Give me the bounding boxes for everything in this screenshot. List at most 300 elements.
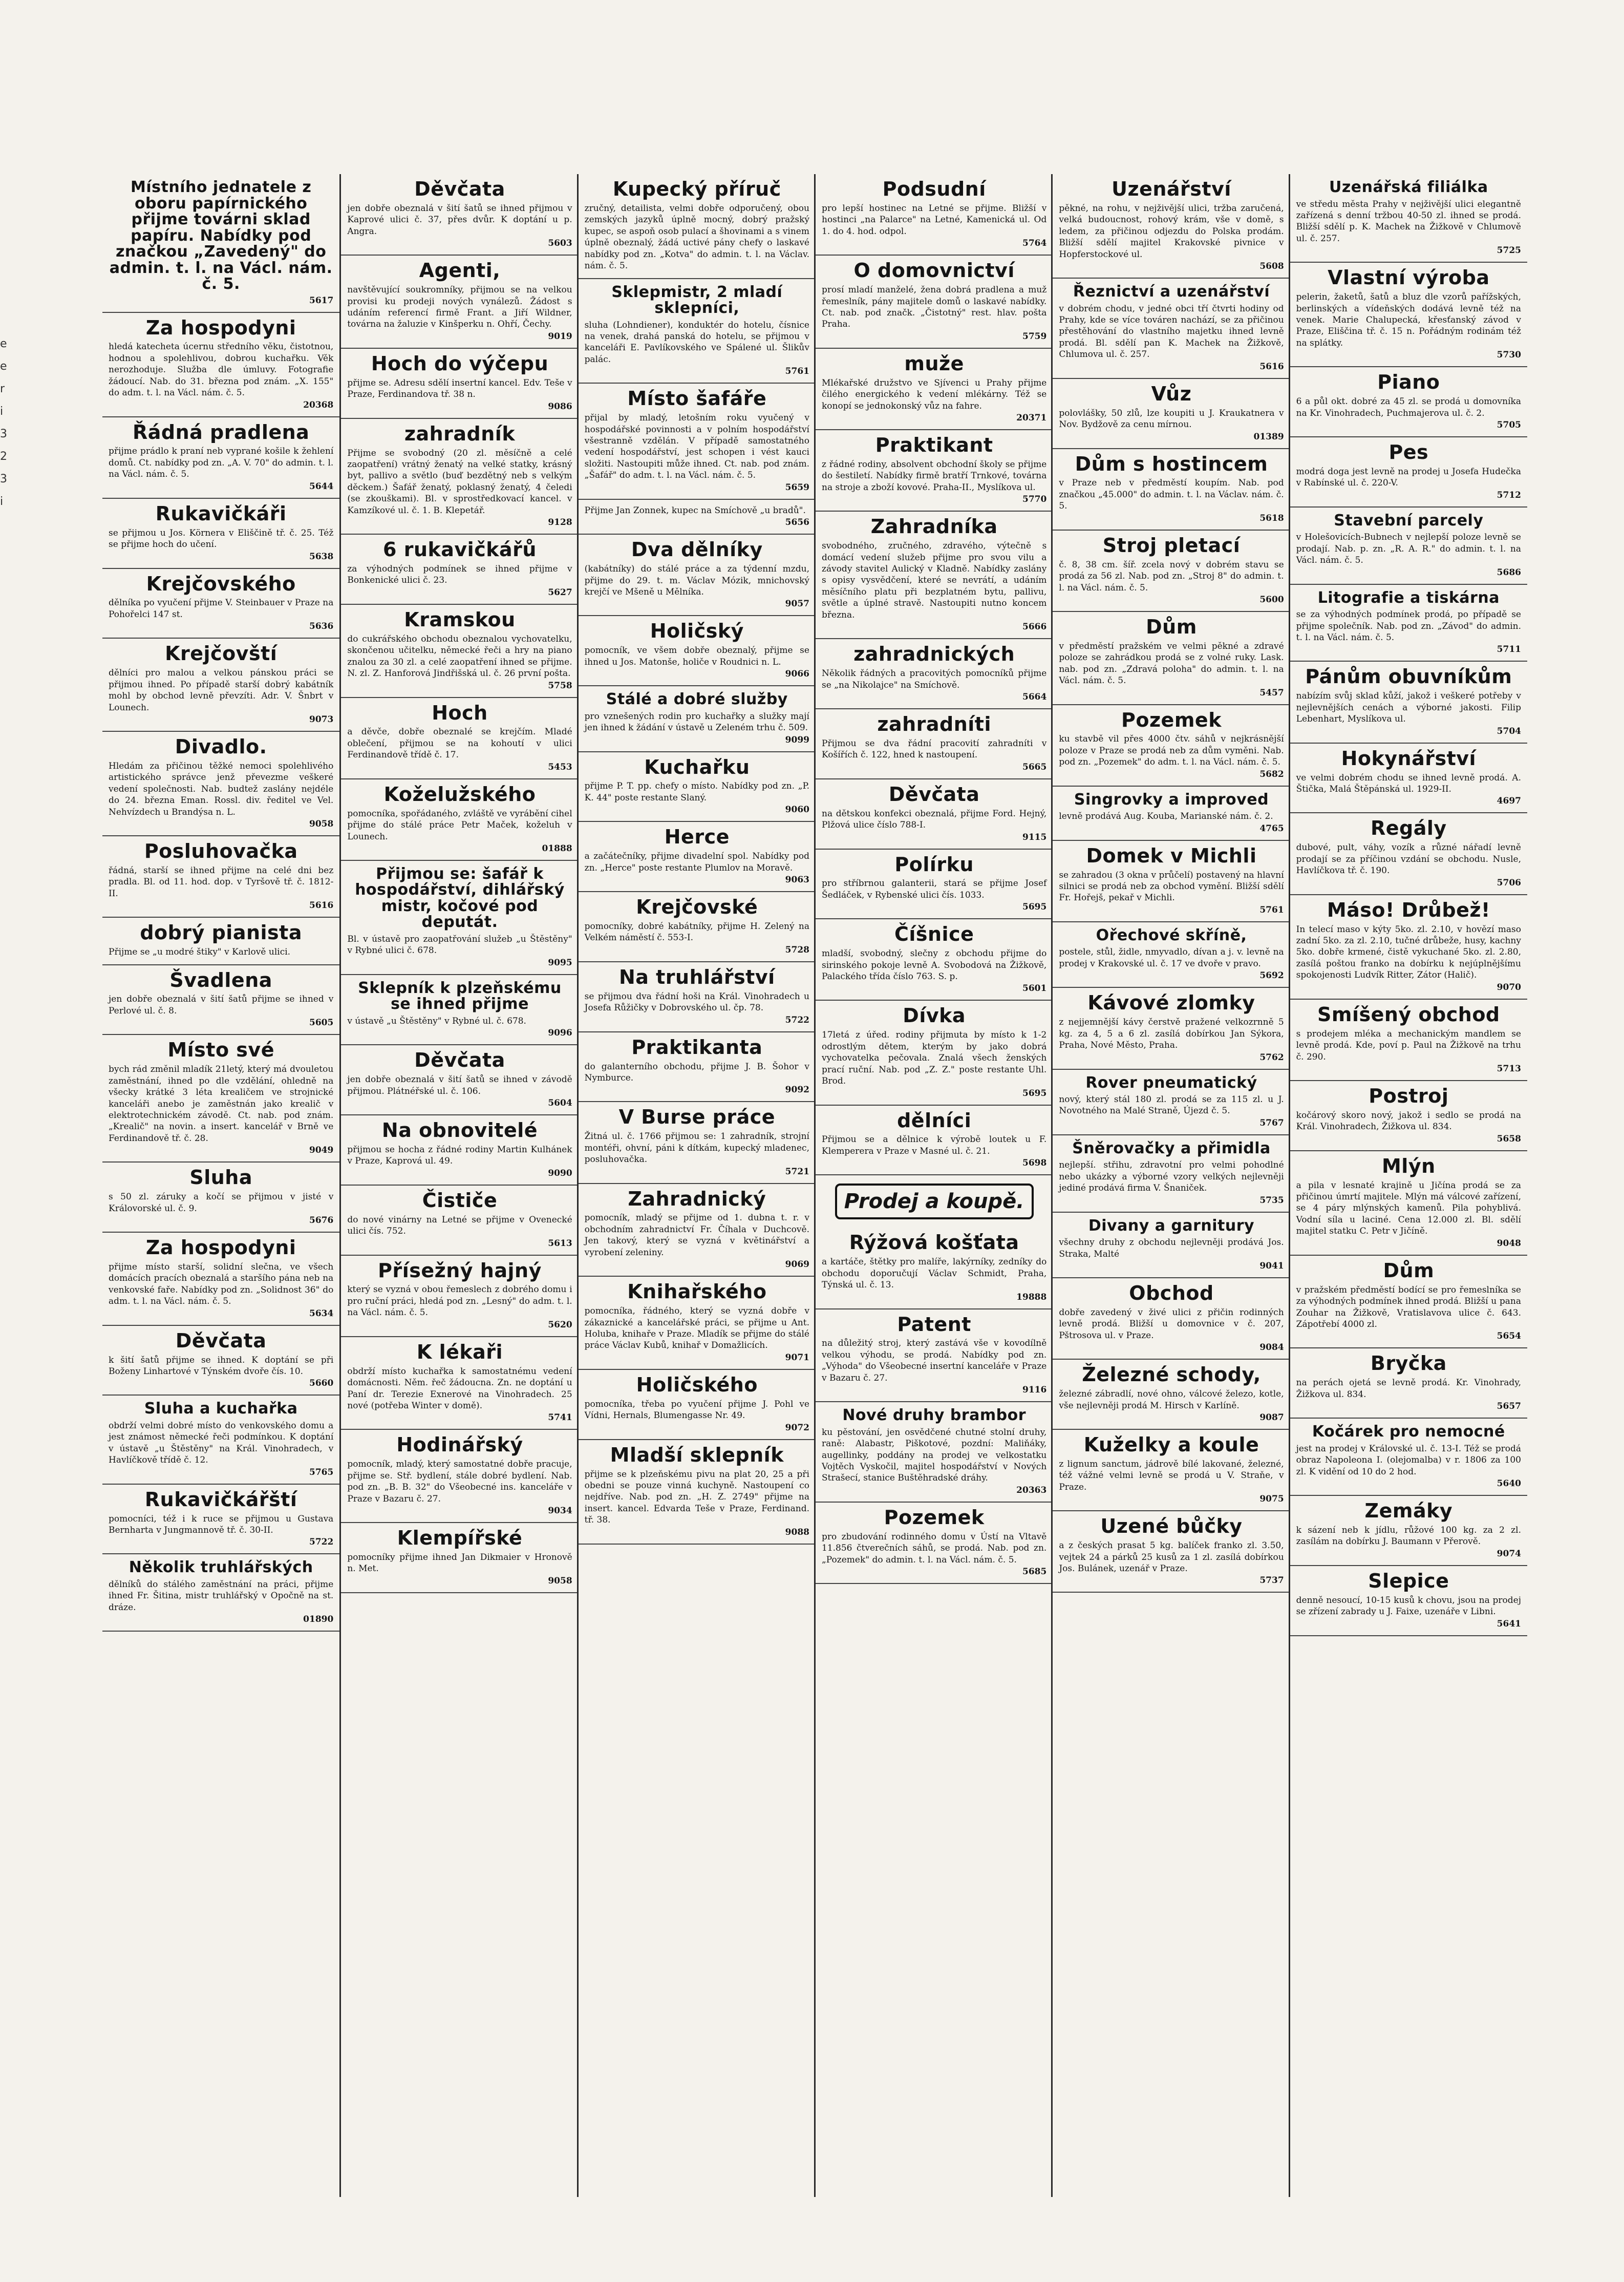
ad-heading: Agenti, bbox=[419, 259, 501, 282]
ad-heading: Dům bbox=[1383, 1259, 1435, 1282]
ad-text: dubové, pult, váhy, vozík a různé nářadí levně prodají se za příčinou vzdání se obchodu. Nusle, Havlíčkova tř. č. 190. bbox=[1296, 842, 1521, 876]
ad-heading: Rover pneumatický bbox=[1085, 1073, 1257, 1092]
classified-ad bbox=[579, 616, 816, 686]
classified-ad bbox=[816, 639, 1053, 709]
ad-number: 5735 bbox=[1259, 1195, 1284, 1206]
ad-number: 5657 bbox=[1497, 1401, 1521, 1412]
classified-column bbox=[102, 174, 339, 2197]
classified-ad bbox=[816, 256, 1053, 349]
ad-number: 01888 bbox=[542, 843, 572, 854]
ad-heading: Rýžová košťata bbox=[849, 1231, 1019, 1254]
classified-ad bbox=[102, 732, 339, 836]
classified-ad bbox=[1290, 263, 1527, 367]
ad-number: 5640 bbox=[1497, 1478, 1521, 1489]
ad-text: řádná, starší se ihned přijme na celé dni bez pradla. Bl. od 11. hod. dop. v Tyršově tř. č. 1812-II. bbox=[109, 865, 334, 899]
classified-ad bbox=[816, 1503, 1053, 1584]
classified-ad bbox=[579, 279, 816, 384]
classified-column bbox=[814, 174, 1053, 2197]
newspaper-page bbox=[102, 174, 1526, 2197]
ad-number: 5641 bbox=[1497, 1618, 1521, 1629]
classified-ad bbox=[341, 1115, 578, 1186]
classified-ad bbox=[341, 1256, 578, 1337]
ad-number: 5638 bbox=[309, 551, 334, 562]
ad-text: z řádné rodiny, absolvent obchodní školy se přijme do šestiletí. Nabídky firmě bratří Trnkové, továrna na stroje a zboží kovové. Praha-II., Myslíkova ul. bbox=[822, 459, 1047, 493]
ad-text: Několik řádných a pracovitých pomocníků přijme se „na Nikolajce" na Smíchově. bbox=[822, 668, 1047, 690]
ad-heading: zahradnických bbox=[853, 643, 1015, 666]
ad-heading: Řeznictví a uzenářství bbox=[1073, 283, 1270, 301]
classified-ad bbox=[1053, 379, 1290, 449]
ad-text: jen dobře obeznalá v šití šatů přijme se ihned v Perlové ul. č. 8. bbox=[109, 994, 334, 1016]
ad-text: Mlékařské družstvo ve Sjívenci u Prahy přijme čilého energického k vedení mlékárny. Též se konopí se jednokonský vůz na fahre. bbox=[822, 377, 1047, 411]
ad-number: 9116 bbox=[1022, 1385, 1047, 1396]
ad-heading: Železné schody, bbox=[1082, 1363, 1261, 1386]
ad-heading: Postroj bbox=[1369, 1084, 1449, 1107]
margin-char: i bbox=[0, 495, 4, 508]
ad-text: zručný, detailista, velmi dobře odporučený, obou zemských jazyků úplně mocný, dobrý pražský kupec, se aspoň osob pulací a šhovinami a s vinem úplně obeznalý, žádá uctivé pány chefy o laskavé nabídky pod zn. „Kotva" do admin. t. l. na Václav. nám. č. 5. bbox=[584, 203, 809, 271]
ad-text: na důležitý stroj, který zastává vše v kovodílně velkou výhodu, se prodá. Nabídky pod zn. „Výhoda" do Všeobecné insertní kanceláře v Praze v Bazaru č. 27. bbox=[822, 1338, 1047, 1383]
classified-ad bbox=[816, 919, 1053, 1001]
ad-heading: Kupecký příruč bbox=[612, 178, 781, 200]
ad-heading: Ořechové skříně, bbox=[1096, 926, 1247, 944]
ad-number: 5618 bbox=[1259, 513, 1284, 523]
classified-ad bbox=[1290, 1496, 1527, 1566]
classified-ad bbox=[341, 861, 578, 975]
ad-heading: Holičský bbox=[650, 620, 744, 643]
ad-heading: Obchod bbox=[1129, 1282, 1214, 1305]
ad-heading: zahradník bbox=[404, 422, 516, 445]
ad-heading: Místního jednatele z oboru papírnického přijme továrni sklad papíru. Nabídky pod značkou „Zavedený" do admin. t. l. na Václ. nám. č. 5. bbox=[109, 178, 333, 293]
margin-char: 3 bbox=[0, 473, 7, 485]
ad-number: 9066 bbox=[785, 669, 809, 680]
classified-ad bbox=[1053, 1511, 1290, 1593]
ad-number: 5770 bbox=[1022, 494, 1047, 505]
ad-number: 9115 bbox=[1022, 832, 1047, 842]
classified-ad bbox=[1053, 1360, 1290, 1430]
ad-heading: Hodinářský bbox=[396, 1433, 523, 1456]
margin-char: 3 bbox=[0, 428, 7, 440]
classified-ad bbox=[1053, 174, 1290, 279]
ad-heading: Šněrovačky a přimidla bbox=[1072, 1139, 1271, 1157]
classified-ad bbox=[341, 698, 578, 779]
ad-text: přijmou se hocha z řádné rodiny Martin Kulhánek v Praze, Kaprová ul. 49. bbox=[347, 1144, 572, 1167]
classified-ad bbox=[102, 836, 339, 918]
ad-heading: Kávové zlomky bbox=[1087, 991, 1255, 1015]
ad-text: In telecí maso v kýty 5ko. zl. 2.10, v hovězí maso zadní 5ko. za zl. 2.10, tučné drůbeže, husy, kachny 5ko. dobře krmené, čistě vykuchané 5ko. zl. 2.80, zasílá poštou franko na dobírku k nejúplnějšímu spokojenosti Ludvík Ritter, Zátor (Halič). bbox=[1296, 924, 1521, 981]
ad-text: prosí mladí manželé, žena dobrá pradlena a muž řemeslník, pány majitele domů o laskavé nabídky. Ct. nab. pod značk. „Čistotný" rest. hlav. pošta Praha. bbox=[822, 285, 1047, 330]
ad-number: 5660 bbox=[309, 1378, 334, 1389]
ad-heading: Holičského bbox=[636, 1373, 758, 1396]
ad-heading: Krejčovského bbox=[146, 572, 296, 595]
ad-heading: Divadlo. bbox=[175, 735, 267, 758]
ad-text: obdrží místo kuchařka k samostatnému vedení domácnosti. Něm. řeč žádoucna. Zn. ne doptání u Paní dr. Terezie Exnerové na Vinohradech. 25 nové (potřeba Winter v domě). bbox=[347, 1366, 572, 1411]
classified-ad bbox=[1053, 922, 1290, 988]
ad-text: ve středu města Prahy v nejživější ulici elegantně zařízená s denní tržbou 40-50 zl. ihned se prodá. Bližší sdělí p. K. Machek na Žižkově v Chlumově ul. č. 257. bbox=[1296, 199, 1521, 244]
ad-number: 9086 bbox=[548, 401, 572, 412]
ad-number: 9071 bbox=[785, 1352, 809, 1363]
margin-char: i bbox=[0, 405, 4, 418]
classified-ad bbox=[341, 605, 578, 698]
ad-heading: Na obnovitelé bbox=[381, 1119, 538, 1142]
ad-text: dělníků do stálého zaměstnání na práci, přijme ihned Fr. Šitina, mistr truhlářský v Opočně na st. dráze. bbox=[109, 1579, 334, 1613]
classified-ad bbox=[579, 384, 816, 500]
ad-heading: Pes bbox=[1388, 441, 1429, 464]
ad-number: 5686 bbox=[1497, 567, 1521, 578]
classified-ad bbox=[341, 1186, 578, 1256]
classified-ad bbox=[1290, 1256, 1527, 1349]
ad-heading: Vlastní výroba bbox=[1328, 266, 1490, 289]
ad-text: dobře zavedený v živé ulici z přičin rodinných levně prodá. Bližší u domovnice v č. 207, Pštrosova ul. v Praze. bbox=[1059, 1307, 1284, 1341]
ad-number: 9073 bbox=[309, 714, 334, 725]
ad-number: 5664 bbox=[1022, 691, 1047, 702]
classified-ad bbox=[579, 1370, 816, 1440]
classified-ad bbox=[579, 1277, 816, 1370]
classified-ad bbox=[1053, 1278, 1290, 1360]
ad-heading: Posluhovačka bbox=[144, 840, 298, 863]
ad-number: 9095 bbox=[548, 957, 572, 968]
classified-ad bbox=[341, 419, 578, 535]
classified-ad bbox=[102, 174, 339, 313]
ad-text: Přijmou se a dělnice k výrobě loutek u F. Klemperera v Praze v Masné ul. č. 21. bbox=[822, 1134, 1047, 1156]
ad-text: na dětskou konfekci obeznalá, přijme Ford. Hejný, Plžová ulice číslo 788-I. bbox=[822, 808, 1047, 831]
ad-heading: Kramskou bbox=[404, 608, 516, 631]
ad-heading: Slepice bbox=[1368, 1569, 1449, 1592]
ad-text: 6 a půl okt. dobré za 45 zl. se prodá u domovníka na Kr. Vinohradech, Puchmajerova ul. č. 2. bbox=[1296, 396, 1521, 418]
classified-ad bbox=[816, 709, 1053, 779]
ad-number: 5685 bbox=[1022, 1567, 1047, 1577]
classified-ad bbox=[1290, 508, 1527, 585]
ad-text: nový, který stál 180 zl. prodá se za 115 zl. u J. Novotného na Malé Straně, Újezd č. 5. bbox=[1059, 1094, 1284, 1116]
ad-heading: Sluha bbox=[189, 1166, 252, 1189]
classified-ad bbox=[341, 1337, 578, 1430]
classified-ad bbox=[102, 1554, 339, 1632]
classified-ad bbox=[102, 965, 339, 1036]
ad-text: pomocníci, též i k ruce se přijmou u Gustava Bernharta v Jungmannově tř. č. 30-II. bbox=[109, 1513, 334, 1536]
ad-heading: Vůz bbox=[1151, 382, 1192, 405]
classified-ad bbox=[816, 1309, 1053, 1403]
ad-text: pro lepší hostinec na Letné se přijme. Bližší v hostinci „na Palarce" na Letné, Kamenická ul. Od 1. do 4. hod. odpol. bbox=[822, 203, 1047, 237]
ad-text: k šití šatů přijme se ihned. K doptání se při Boženy Linhartové v Týnském dvoře čís. 10. bbox=[109, 1355, 334, 1377]
ad-text: Bl. v ústavě pro zaopatřování služeb „u Štěstěny" v Rybné ulici č. 678. bbox=[347, 934, 572, 956]
classified-ad bbox=[579, 1102, 816, 1184]
ad-text: se za výhodných podmínek prodá, po případě se přijme společník. Nab. pod zn. „Závod" do admin. t. l. na Václ. nám. č. 5. bbox=[1296, 609, 1521, 643]
classified-ad bbox=[816, 1001, 1053, 1105]
classified-ad bbox=[102, 499, 339, 569]
ad-text: ku pěstování, jen osvědčené chutné stolní druhy, raně: Alabastr, Piškotové, pozdní: Maliňáky, augellinky, poddány na prodej ve velkostatku Vojtěch Vyskočil, majitel hospodářství v Nových Strašecí, stanice Buštěhradské dráhy. bbox=[822, 1427, 1047, 1484]
ad-heading: Bryčka bbox=[1370, 1352, 1447, 1375]
ad-number: 5722 bbox=[785, 1015, 809, 1025]
ad-text: bych rád změnil mladík 21letý, který má dvouletou zaměstnání, ihned po dle vzdělání, ohledně na všecky krátké 3 léta krealičem ve strojnické kanceláři anebo je zaměstnán jako krealič v elektrotechnickém závodě. Ct. nab. pod znám. „Krealič" na novin. a insert. kancelář v Brně ve Ferdinandově tř. č. 28. bbox=[109, 1064, 334, 1144]
left-margin-characters bbox=[0, 333, 10, 513]
ad-number: 5762 bbox=[1259, 1052, 1284, 1063]
ad-text: s prodejem mléka a mechanickým mandlem se levně prodá. Kde, poví p. Paul na Žižkově na trhu č. 290. bbox=[1296, 1028, 1521, 1062]
classified-ad bbox=[579, 962, 816, 1032]
classified-column bbox=[577, 174, 816, 2197]
ad-text: pomocníka, spořádaného, zvláště ve vyrábění cihel přijme do stálé práce Petr Maček, koželuh v Lounech. bbox=[347, 808, 572, 842]
ad-heading: dělníci bbox=[897, 1109, 972, 1132]
ad-number: 5665 bbox=[1022, 762, 1047, 772]
ad-text: v Praze neb v předměstí koupím. Nab. pod značkou „45.000" do admin. t. l. na Václav. nám. č. 5. bbox=[1059, 478, 1284, 512]
ad-heading: O domovnictví bbox=[853, 259, 1015, 282]
ad-number: 5759 bbox=[1022, 331, 1047, 342]
ad-heading: Za hospodyni bbox=[145, 1236, 296, 1259]
section-title: Prodej a koupě. bbox=[835, 1184, 1034, 1219]
classified-ad bbox=[1053, 279, 1290, 379]
ad-text: pěkné, na rohu, v nejživější ulici, tržba zaručená, velká budoucnost, rohový krám, vše v domě, s ledem, za přičinou odjezdu do Polska prodám. Bližší sdělí majitel Krakovské pivnice v Hopferstockové ul. bbox=[1059, 203, 1284, 260]
ad-heading: Rukavičkáři bbox=[155, 502, 287, 525]
ad-number: 5616 bbox=[309, 900, 334, 911]
ad-text: nabízím svůj sklad kůží, jakož i veškeré potřeby v nejlevnějších cenách a výborné jakosti. Filip Lebenhart, Myslíkova ul. bbox=[1296, 691, 1521, 725]
ad-number: 5617 bbox=[309, 295, 334, 306]
classified-ad bbox=[1290, 1348, 1527, 1419]
ad-number: 5658 bbox=[1497, 1133, 1521, 1144]
ad-number: 5682 bbox=[1259, 769, 1284, 779]
ad-heading: Švadlena bbox=[169, 968, 272, 991]
ad-heading: Přísežný hajný bbox=[378, 1259, 542, 1282]
ad-number: 5676 bbox=[309, 1215, 334, 1226]
ad-heading: Dům s hostincem bbox=[1075, 452, 1268, 475]
classified-ad bbox=[579, 822, 816, 892]
ad-heading: Polírku bbox=[894, 853, 974, 876]
ad-heading: Sklepník k plzeňskému se ihned přijme bbox=[358, 979, 562, 1013]
ad-heading: Děvčata bbox=[414, 1049, 505, 1072]
ad-text: pomocníky, dobré kabátníky, přijme H. Zelený na Velkém náměstí č. 553-I. bbox=[584, 921, 809, 943]
ad-heading: Piano bbox=[1377, 371, 1440, 394]
ad-number: 01389 bbox=[1253, 431, 1284, 442]
ad-heading: Hoch bbox=[432, 701, 488, 724]
ad-text: za výhodných podmínek se ihned přijme v Bonkenické ulici č. 23. bbox=[347, 564, 572, 586]
ad-number: 9058 bbox=[309, 819, 334, 830]
ad-number: 9075 bbox=[1259, 1494, 1284, 1505]
ad-text: sluha (Lohndiener), konduktér do hotelu, čísnice na venek, drahá panská do hotelu, se přijmou v kanceláři E. Pavlíkovského ve Spálené ul. Šlikův palác. bbox=[584, 320, 809, 365]
ad-text: navštěvující soukromníky, přijmou se na velkou provisi ku prodeji nových vynálezů. Žádost s udáním referencí firmě Frant. a Jiří Wildner, továrna na žaluzie v Kinšperku n. Ohří, Čechy. bbox=[347, 285, 572, 330]
ad-number: 9072 bbox=[785, 1422, 809, 1433]
ad-text: ku stavbě vil přes 4000 čtv. sáhů v nejkrásnější poloze v Praze se prodá neb za dům vyměni. Nab. pod zn. „Pozemek" do adm. t. l. na Václ. nám. č. 5. bbox=[1059, 734, 1284, 768]
ad-heading: Nové druhy brambor bbox=[842, 1406, 1027, 1425]
ad-text: levně prodává Aug. Kouba, Marianské nám. č. 2. bbox=[1059, 811, 1273, 822]
ad-number: 20363 bbox=[1016, 1485, 1047, 1495]
ad-number: 5613 bbox=[548, 1238, 572, 1249]
classified-ad bbox=[816, 779, 1053, 850]
ad-number: 5698 bbox=[1022, 1158, 1047, 1169]
ad-heading: Sklepmistr, 2 mladí sklepníci, bbox=[611, 283, 783, 318]
ad-heading: K lékaři bbox=[416, 1340, 503, 1363]
ad-text: železné zábradlí, nové ohno, válcové železo, kotle, vše nejlevněji prodá M. Hirsch v Karlíně. bbox=[1059, 1389, 1284, 1411]
ad-heading: Dům bbox=[1146, 615, 1197, 638]
classified-ad bbox=[816, 349, 1053, 430]
ad-text: přijme prádlo k praní neb vyprané košile k žehlení domů. Ct. nabídky pod zn. „A. V. 70" do admin. t. l. na Václ. nám. č. 5. bbox=[109, 446, 334, 480]
classified-ad bbox=[102, 569, 339, 639]
classified-ad bbox=[102, 1163, 339, 1233]
ad-text: Přijme se svobodný (20 zl. měsíčně a celé zaopatření) vrátný ženatý na velké statky, krásný byt, pallivo a světlo (buď bezdětný neb s velkým děckem.) Šafář ženatý, poklasný ženatý, 4 čeledi (se zkouškami). Bl. v sprostředkovací kancel. v Kamzíkové ul. č. 1. B. Klepetář. bbox=[347, 448, 572, 516]
ad-number: 20371 bbox=[1016, 413, 1047, 424]
ad-number: 4697 bbox=[1497, 796, 1521, 807]
classified-ad bbox=[1290, 437, 1527, 508]
ad-text: v Holešovicích-Bubnech v nejlepší poloze levně se prodají. Nab. p. zn. „R. A. R." do admin. t. l. na Václ. nám. č. 5. bbox=[1296, 532, 1521, 566]
ad-heading: Několik truhlářských bbox=[129, 1558, 313, 1577]
classified-ad bbox=[341, 1523, 578, 1593]
ad-heading: Pozemek bbox=[884, 1506, 985, 1529]
ad-heading: 6 rukavičkářů bbox=[383, 538, 537, 561]
ad-number: 9087 bbox=[1259, 1412, 1284, 1423]
ad-heading: Singrovky a improved bbox=[1074, 790, 1269, 809]
ad-text: přijal by mladý, letošním roku vyučený v hospodářské povinnosti a v polním hospodářství všestranně vzdělán. V případě samostatného vedení hospodářství, jest schopen i vést kauci složiti. Nastoupiti může ihned. Ct. nab. pod znám. „Šafář" do adm. t. l. na Václ. nám. č. 5. bbox=[584, 413, 809, 481]
ad-number: 5741 bbox=[548, 1412, 572, 1423]
ad-text: Hledám za přičinou těžké nemoci spolehlivého artistického správce jenž převezme veškeré vedení společnosti. Nab. budtež zaslány nejdéle do 24. března Eman. Rossl. div. ředitel ve Vel. Nehvízdech u Brandýsa n. L. bbox=[109, 760, 334, 817]
classified-ad bbox=[579, 686, 816, 752]
classified-ad bbox=[341, 1430, 578, 1523]
classified-ad bbox=[579, 892, 816, 962]
classified-ad bbox=[102, 639, 339, 732]
classified-ad bbox=[816, 1106, 1053, 1176]
classified-ad bbox=[816, 430, 1053, 512]
classified-ad bbox=[341, 779, 578, 861]
ad-number: 9128 bbox=[548, 517, 572, 528]
ad-heading: Čističe bbox=[422, 1189, 498, 1212]
ad-text: pomocník, mladý, který samostatné dobře pracuje, přijme se. Stř. bydlení, stále dobré bydlení. Nab. pod zn. „B. B. 32" do Všeobecné ins. kanceláře v Praze v Bazaru č. 27. bbox=[347, 1459, 572, 1504]
classified-ad bbox=[1053, 531, 1290, 612]
ad-heading: Divany a garnitury bbox=[1088, 1216, 1255, 1235]
ad-text: hledá katecheta úcernu středního věku, čistotnou, hodnou a spolehlivou, dobrou kuchařku. Věk nerozhoduje. Služba dle úmluvy. Fotografie žádoucí. Nab. do 31. března pod znám. „X. 155" do adm. t. l. na Václ. nám. č. 5. bbox=[109, 342, 334, 398]
ad-number: 19888 bbox=[1016, 1292, 1047, 1302]
classified-ad bbox=[816, 1228, 1053, 1309]
ad-number: 5725 bbox=[1497, 245, 1521, 256]
ad-heading: Klempířské bbox=[397, 1527, 523, 1550]
ad-heading: Pozemek bbox=[1121, 708, 1222, 731]
ad-text: pro zbudování rodinného domu v Ústí na Vltavě 11.856 čtverečních sáhů, se prodá. Nab. pod zn. „Pozemek" do admin. t. l. na Václ. nám. č. 5. bbox=[822, 1531, 1047, 1565]
classified-ad bbox=[341, 349, 578, 419]
ad-text: Přijme Jan Zonnek, kupec na Smíchově „u bradů". bbox=[584, 505, 806, 516]
ad-number: 5654 bbox=[1497, 1331, 1521, 1342]
ad-heading: Děvčata bbox=[175, 1329, 267, 1352]
ad-text: a kartáče, štětky pro malíře, lakýrníky, zedníky do obchodu doporučují Václav Schmidt, Praha, Týnská ul. č. 13. bbox=[822, 1257, 1047, 1291]
classified-ad bbox=[579, 1184, 816, 1277]
ad-text: a děvče, dobře obeznalé se krejčím. Mladé oblečení, přijmou se na kohoutí v ulici Ferdinandově třídě č. 17. bbox=[347, 727, 572, 760]
classified-ad bbox=[102, 1233, 339, 1326]
ad-text: pro stříbrnou galanterii, stará se přijme Josef Šedláček, v Rybenské ulici čís. 1033. bbox=[822, 878, 1047, 900]
classified-ad bbox=[1053, 449, 1290, 531]
ad-text: modrá doga jest levně na prodej u Josefa Hudečka v Rabínské ul. č. 220-V. bbox=[1296, 466, 1521, 489]
ad-heading: Uzenářská filiálka bbox=[1329, 178, 1488, 196]
ad-text: mladší, svobodný, slečny z obchodu přijme do sirinského pokoje levně A. Svobodová na Žižkově, Palackého třída číslo 763. S. p. bbox=[822, 948, 1047, 982]
ad-number: 5761 bbox=[1259, 904, 1284, 915]
ad-text: do galanterního obchodu, přijme J. B. Šohor v Nymburce. bbox=[584, 1061, 809, 1083]
classified-ad bbox=[579, 752, 816, 822]
ad-number: 9041 bbox=[1259, 1261, 1284, 1272]
ad-text: přijme se. Adresu sdělí insertní kancel. Edv. Teše v Praze, Ferdinandova tř. 38 n. bbox=[347, 377, 572, 400]
ad-heading: Knihařského bbox=[627, 1280, 767, 1303]
ad-heading: Stavební parcely bbox=[1334, 511, 1484, 530]
classified-ad bbox=[579, 174, 816, 279]
ad-heading: Na truhlářství bbox=[618, 965, 775, 988]
ad-text: do cukrářského obchodu obeznalou vychovatelku, skončenou učitelku, německé řeči a hry na piano znalou za 30 zl. a celé zaopatření ihned se přijme. N. zl. Z. Hanforová Jindřišská ul. č. 26 první pošta. bbox=[347, 633, 572, 679]
ad-text: 17letá z úřed. rodiny přijmuta by místo k 1-2 odrostlým dětem, kterým by jako dobrá vychovatelka pečovala. Znalá všech ženských prací ruční. Nab. pod „Z. Z." poste restante Uhl. Brod. bbox=[822, 1030, 1047, 1087]
ad-text: polovlášky, 50 zlů, lze koupiti u J. Kraukatnera v Nov. Bydžově za cenu mírnou. bbox=[1059, 408, 1284, 430]
ad-number: 5453 bbox=[548, 762, 572, 772]
ad-heading: Litografie a tiskárna bbox=[1317, 588, 1500, 607]
classified-ad bbox=[1290, 895, 1527, 1000]
classified-ad bbox=[341, 1045, 578, 1115]
ad-text: přijme místo starší, solidní slečna, ve všech domácích pracích obeznalá a staršího pána neb na venkovské faře. Nabídky pod zn. „Solidnost 36" do adm. t. l. na Václ. nám. č. 5. bbox=[109, 1261, 334, 1307]
classified-ad bbox=[1053, 1430, 1290, 1511]
ad-number: 5634 bbox=[309, 1308, 334, 1319]
ad-text: v pražském předměstí bodící se pro řemeslníka se za výhodných podmínek ihned prodá. Bližší u pana Zouhar na Žižkově, Vratislavova ulice č. 643. Zápotřebí 4000 zl. bbox=[1296, 1284, 1521, 1329]
ad-number: 9090 bbox=[548, 1168, 572, 1178]
ad-heading: Zahradnický bbox=[628, 1187, 766, 1210]
ad-number: 5722 bbox=[309, 1537, 334, 1548]
ad-heading: Stálé a dobré služby bbox=[606, 690, 788, 709]
ad-text: do nové vinárny na Letné se přijme v Ovenecké ulici čís. 752. bbox=[347, 1214, 572, 1237]
classified-ad bbox=[1290, 744, 1527, 814]
ad-text: pomocníka, řádného, který se vyzná dobře v zákaznické a kancelářské práci, se přijme u Ant. Holuba, knihaře v Praze. Mladík se přijme do stálé práce Václav Kubů, knihař v Domažlicích. bbox=[584, 1306, 809, 1351]
ad-text: s 50 zl. záruky a kočí se přijmou v jisté v Královorské ul. č. 9. bbox=[109, 1192, 334, 1214]
classified-column bbox=[1051, 174, 1290, 2197]
ad-text: jen dobře obeznalá v šití šatů se ihned přijmou v Kaprové ulici č. 37, přes dvůr. K doptání u p. Angra. bbox=[347, 203, 572, 237]
ad-number: 5600 bbox=[1259, 594, 1284, 605]
ad-number: 5765 bbox=[309, 1467, 334, 1477]
classified-ad bbox=[1290, 1081, 1527, 1151]
ad-number: 20368 bbox=[303, 399, 334, 410]
classified-ad bbox=[1290, 585, 1527, 662]
ad-number: 5601 bbox=[1022, 983, 1047, 994]
ad-number: 01890 bbox=[303, 1614, 334, 1625]
ad-number: 9049 bbox=[309, 1145, 334, 1156]
ad-heading: Koželužského bbox=[383, 783, 536, 806]
ad-text: pomocníky přijme ihned Jan Dikmaier v Hronově n. Met. bbox=[347, 1552, 572, 1574]
ad-number: 5764 bbox=[1022, 238, 1047, 249]
ad-heading: Mladší sklepník bbox=[610, 1443, 784, 1466]
ad-number: 5767 bbox=[1259, 1117, 1284, 1128]
classified-ad bbox=[579, 535, 816, 616]
ad-text: denně nesoucí, 10-15 kusů k chovu, jsou na prodej se zřízení zabrady u J. Faixe, uzenáře v Libni. bbox=[1296, 1595, 1521, 1617]
classified-ad bbox=[102, 1326, 339, 1396]
ad-number: 5659 bbox=[785, 482, 809, 493]
ad-number: 5711 bbox=[1497, 644, 1521, 655]
ad-heading: Herce bbox=[664, 826, 730, 849]
ad-heading: Řádná pradlena bbox=[133, 420, 310, 443]
ad-heading: dobrý pianista bbox=[140, 921, 302, 944]
ad-heading: Číšnice bbox=[894, 923, 974, 946]
classified-column bbox=[339, 174, 578, 2197]
ad-text: se zahradou (3 okna v průčelí) postavený na hlavní silnici se prodá neb za obchod vymění. Bližší sdělí Fr. Hořejš, pekař v Michli. bbox=[1059, 870, 1284, 903]
ad-heading: Máso! Drůbež! bbox=[1327, 898, 1490, 921]
ad-text: v dobrém chodu, v jedné obci tří čtvrti hodiny od Prahy, kde se více továren nachází, se za přičinou přestěhování do vlastního majetku ihned levně prodá. Bl. sdělí pan K. Machek na Žižkově, Chlumova ul. č. 257. bbox=[1059, 303, 1284, 360]
ad-number: 9063 bbox=[785, 875, 809, 885]
ad-number: 5706 bbox=[1497, 877, 1521, 888]
ad-text: všechny druhy z obchodu nejlevněji prodává Jos. Straka, Malté bbox=[1059, 1237, 1284, 1259]
ad-text: pomocníka, třeba po vyučení přijme J. Pohl ve Vídni, Hernals, Blumengasse Nr. 49. bbox=[584, 1399, 809, 1421]
ad-heading: zahradníti bbox=[877, 712, 991, 735]
ad-text: a pila v lesnaté krajině u Jičína prodá se za přičinou úmrtí majitele. Mlýn má válcové zařízení, se 4 páry mlýnských kamenů. Pila pohyblivá. Vodní síla u laciné. Cena 12.000 zl. Bl. sdělí majitel statku C. Petr v Jičíně. bbox=[1296, 1180, 1521, 1237]
ad-text: Přijmou se dva řádní pracovití zahradníti v Košířích č. 122, hned k nastoupení. bbox=[822, 738, 1047, 760]
ad-number: 5695 bbox=[1022, 902, 1047, 913]
ad-text: obdrží velmi dobré místo do venkovského domu a jest známost německé řeči podmínkou. K doptání v ústavě „u Štěstěny" na Král. Vinohradech, v Havlíčkově třídě č. 12. bbox=[109, 1420, 334, 1466]
ad-number: 9084 bbox=[1259, 1342, 1284, 1353]
ad-text: k sázení neb k jídlu, růžové 100 kg. za 2 zl. zasílám na dobírku J. Baumann v Přerově. bbox=[1296, 1525, 1521, 1547]
classified-ad bbox=[816, 1402, 1053, 1503]
ad-number: 9048 bbox=[1497, 1238, 1521, 1249]
ad-heading: Místo šafáře bbox=[627, 387, 767, 410]
ad-number: 5605 bbox=[309, 1018, 334, 1028]
ad-number: 9019 bbox=[548, 331, 572, 342]
classified-ad bbox=[1290, 367, 1527, 437]
ad-heading: Mlýn bbox=[1381, 1154, 1436, 1177]
ad-heading: Sluha a kuchařka bbox=[144, 1400, 298, 1418]
classified-ad bbox=[1290, 813, 1527, 895]
ad-heading: Krejčovští bbox=[165, 642, 277, 665]
classified-ad bbox=[1053, 787, 1290, 841]
ad-number: 5608 bbox=[1259, 261, 1284, 272]
ad-number: 9060 bbox=[785, 805, 809, 815]
